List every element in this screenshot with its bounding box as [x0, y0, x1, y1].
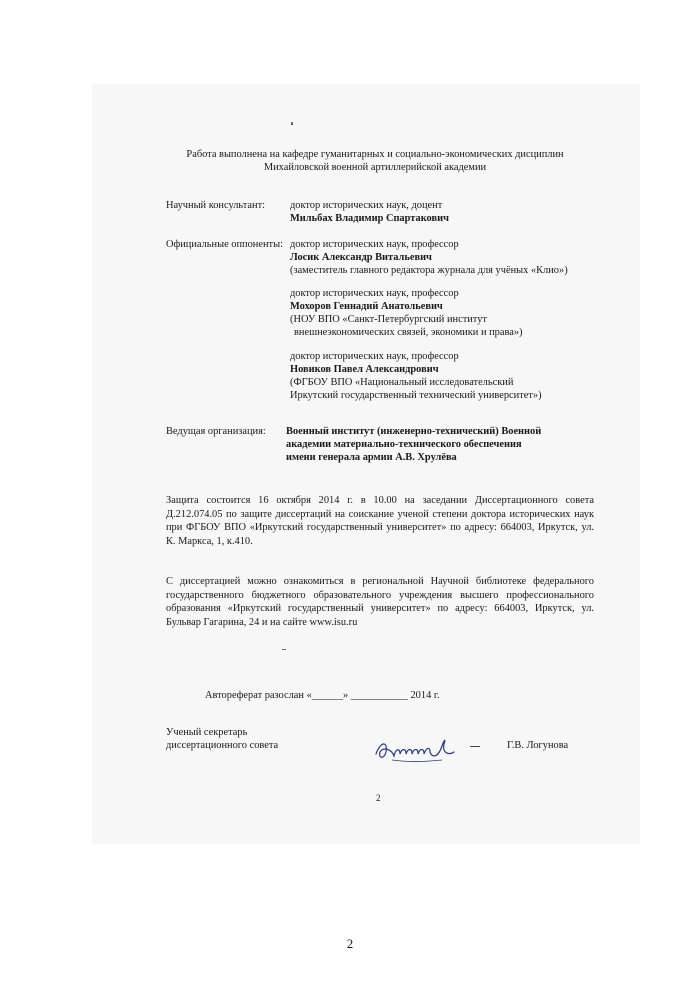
opponent-affiliation: (ФГБОУ ВПО «Национальный исследовательский [290, 377, 514, 388]
secretary-name: Г.В. Логунова [507, 740, 569, 751]
scan-speck [291, 122, 293, 125]
header-line-1: Работа выполнена на кафедре гуманитарных и социально-экономических дисциплин [186, 149, 564, 160]
opponent-degree: доктор исторических наук, профессор [290, 288, 459, 299]
lead-org-line: Военный институт (инженерно-технический) Военной [286, 426, 542, 437]
lead-org-line: имени генерала армии А.В. Хрулёва [286, 452, 457, 463]
signature-dash [470, 746, 480, 747]
lead-org-line: академии материально-технического обеспечения [286, 439, 522, 450]
opponent-affiliation: (НОУ ВПО «Санкт-Петербургский институт [290, 314, 487, 325]
opponent-affiliation: Иркутский государственный технический университет») [290, 390, 542, 401]
opponent-name: Новиков Павел Александрович [290, 364, 439, 375]
signature [372, 734, 462, 766]
opponents-label: Официальные оппоненты: [166, 239, 283, 250]
lead-org-label: Ведущая организация: [166, 426, 266, 437]
opponent-name: Мохоров Геннадий Анатольевич [290, 301, 443, 312]
secretary-title-line-2: диссертационного совета [166, 740, 279, 751]
page-number: 2 [346, 936, 354, 951]
secretary-title-line-1: Ученый секретарь [166, 727, 248, 738]
scan-speck [282, 649, 286, 650]
library-paragraph: С диссертацией можно ознакомиться в региональной Научной библиотеке федерального государственного бюджетного образовательного учреждения высшего профессионального образования «Иркутский государственный университет» по адресу: 664003, Иркутск, ул. Бульвар Гагарина, 24 и на сайте www.isu.ru [166, 576, 594, 628]
consultant-degree: доктор исторических наук, доцент [290, 200, 443, 211]
opponent-degree: доктор исторических наук, профессор [290, 239, 459, 250]
inner-page-number: 2 [376, 793, 381, 803]
consultant-label: Научный консультант: [166, 200, 265, 211]
header-line-2: Михайловской военной артиллерийской академии [263, 162, 487, 173]
consultant-name: Мильбах Владимир Спартакович [290, 213, 449, 224]
distribution-line: Автореферат разослан «______» ___________ 2014 г. [205, 690, 440, 701]
defense-paragraph: Защита состоится 16 октября 2014 г. в 10.00 на заседании Диссертационного совета Д.212.074.05 по защите диссертаций на соискание ученой степени доктора исторических наук при ФГБОУ ВПО «Иркутский государственный университет» по адресу: 664003, Иркутск, ул. К. Маркса, 1, к.410. [166, 495, 594, 547]
opponent-name: Лосик Александр Витальевич [290, 252, 432, 263]
opponent-affiliation: (заместитель главного редактора журнала для учёных «Клио») [290, 265, 568, 276]
opponent-degree: доктор исторических наук, профессор [290, 351, 459, 362]
opponent-affiliation: внешнеэкономических связей, экономики и права») [294, 327, 523, 338]
